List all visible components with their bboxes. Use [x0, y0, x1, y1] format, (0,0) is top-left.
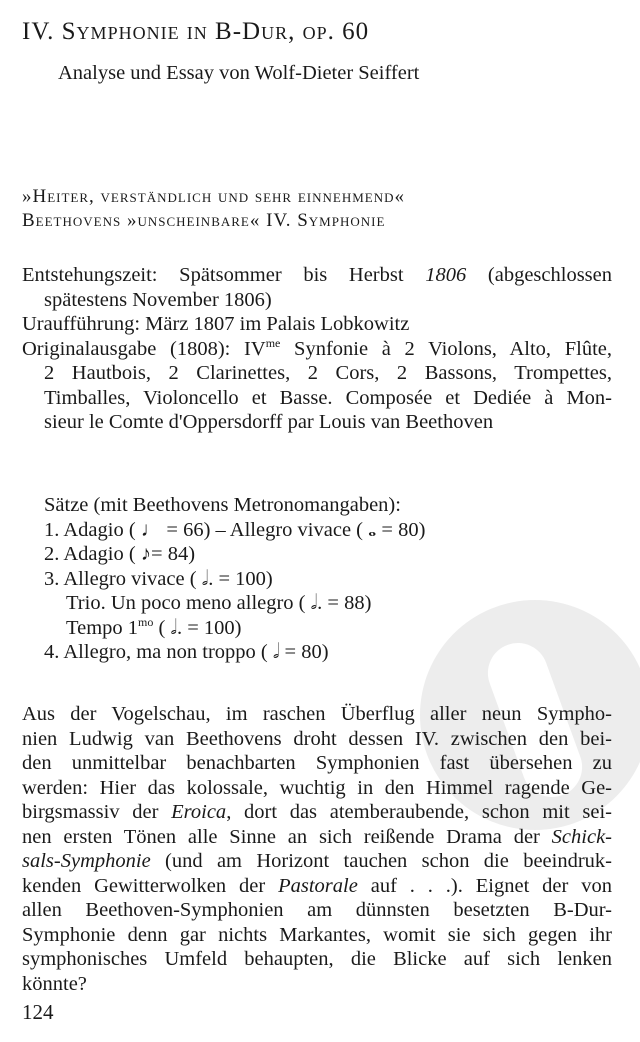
- movements-list: [44, 493, 634, 665]
- text-line: sals-Symphonie (und am Horizont tauchen schon die beeindruk-: [22, 850, 612, 872]
- author-subtitle: Analyse und Essay von Wolf-Dieter Seiffert: [58, 62, 420, 84]
- fact-line: 2 Hautbois, 2 Clarinettes, 2 Cors, 2 Bassons, Trompettes,: [44, 362, 612, 384]
- text-line: werden: Hier das kolossale, wuchtig in den Himmel ragende Ge-: [22, 776, 612, 799]
- text-line: symphonisches Umfeld behaupten, die Blicke auf sich lenken: [22, 948, 612, 970]
- page-title: IV. Symphonie in B-Dur, op. 60: [22, 18, 370, 45]
- quarter-note-icon: ♩: [140, 518, 162, 541]
- movement-subitem: Trio. Un poco meno allegro ( 𝅗𝅥. = 88): [66, 592, 372, 614]
- text-line: Aus der Vogelschau, im raschen Überflug aller neun Sympho-: [22, 703, 612, 725]
- text-line: allen Beethoven-Symphonien am dünnsten besetzten B-Dur-: [22, 899, 612, 921]
- fact-line: Originalausgabe (1808): $IV^{me}$ Synfonie à 2 Violons, Alto, Flûte,: [22, 335, 612, 360]
- movement-item: 2. Adagio ( ♪= 84): [44, 543, 196, 565]
- section-heading: [22, 185, 405, 233]
- fact-line: Entstehungszeit: Spätsommer bis Herbst 1806 (abgeschlossen: [22, 264, 612, 286]
- text-line: nen ersten Tönen alle Sinne an sich reißende Drama der Schick-: [22, 825, 612, 848]
- text-line: kenden Gewitterwolken der Pastorale auf . . .). Eignet der von: [22, 874, 612, 897]
- dotted-half-note-icon: 𝅗𝅥.: [310, 592, 323, 614]
- movement-item: 1. Adagio ( ♩ = 66) – Allegro vivace ( 𝅝 = 80): [44, 518, 426, 541]
- eighth-note-icon: ♪: [140, 543, 152, 565]
- page-number: 124: [22, 1000, 54, 1024]
- work-facts: [22, 263, 612, 435]
- movements-intro: Sätze (mit Beethovens Metronomangaben):: [44, 494, 401, 516]
- essay-paragraph: [22, 702, 612, 996]
- movement-item: 3. Allegro vivace ( 𝅗𝅥. = 100): [44, 567, 273, 590]
- movement-subitem: Tempo $1^{mo}$ ( 𝅗𝅥. = 100): [66, 614, 242, 639]
- text-line: Symphonie denn gar nichts Markantes, womit sie sich gegen ihr: [22, 923, 612, 946]
- movement-item: 4. Allegro, ma non troppo ( 𝅗𝅥 = 80): [44, 641, 329, 663]
- whole-note-icon: 𝅝: [368, 518, 377, 541]
- fact-line: spätestens November 1806): [44, 288, 272, 311]
- text-line: birgsmassiv der Eroica, dort das atemberaubende, schon mit sei-: [22, 801, 612, 823]
- text-line: den unmittelbar benachbarten Symphonien fast übersehen zu: [22, 752, 612, 774]
- fact-line: Uraufführung: März 1807 im Palais Lobkowitz: [22, 313, 410, 335]
- fact-line: sieur le Comte d'Oppersdorff par Louis van Beethoven: [44, 411, 494, 433]
- heading-line: Beethovens »unscheinbare« IV. Symphonie: [22, 210, 386, 231]
- dotted-half-note-icon: 𝅗𝅥.: [201, 567, 214, 590]
- heading-line: »Heiter, verständlich und sehr einnehmend«: [22, 186, 406, 207]
- dotted-half-note-icon: 𝅗𝅥.: [170, 616, 183, 639]
- text-line: nien Ludwig van Beethovens droht dessen IV. zwischen den bei-: [22, 727, 612, 750]
- text-line: könnte?: [22, 972, 87, 995]
- half-note-icon: 𝅗𝅥: [272, 641, 280, 663]
- fact-line: Timballes, Violoncello et Basse. Composée et Dediée à Mon-: [44, 386, 612, 409]
